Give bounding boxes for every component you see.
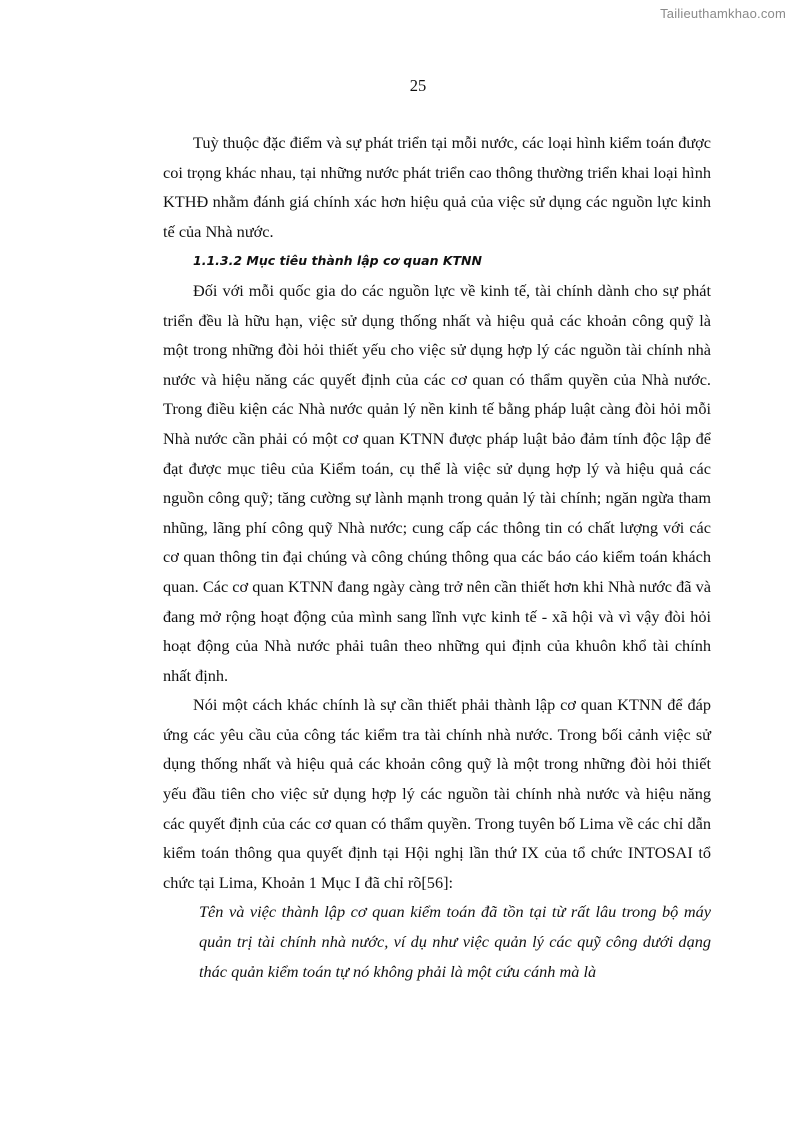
quote-lima-declaration: Tên và việc thành lập cơ quan kiểm toán đã tồn tại từ rất lâu trong bộ máy quản trị tài chính nhà nước, ví dụ như việc quản lý các quỹ công dưới dạng thác quản kiểm toán tự nó không phải là một cứu cánh mà là — [199, 902, 711, 981]
paragraph-can-thiet: Nói một cách khác chính là sự cần thiết phải thành lập cơ quan KTNN để đáp ứng các yêu cầu của công tác kiểm tra tài chính nhà nước. Trong bối cảnh việc sử dụng thống nhất và hiệu quả các khoản công quỹ là một trong những đòi hỏi thiết yếu đầu tiên cho việc sử dụng hợp lý các nguồn tài chính nhà nước và hiệu năng các quyết định của các cơ quan có thẩm quyền. Trong tuyên bố Lima về các chỉ dẫn kiểm toán thông qua quyết định tại Hội nghị lần thứ IX của tổ chức INTOSAI tổ chức tại Lima, Khoản 1 Mục I đã chỉ rõ[56]: — [163, 695, 711, 892]
section-heading: 1.1.3.2 Mục tiêu thành lập cơ quan KTNN — [193, 253, 482, 269]
page-number: 25 — [409, 76, 427, 95]
paragraph-loai-hinh-kiem-toan: Tuỳ thuộc đặc điểm và sự phát triển tại mỗi nước, các loại hình kiểm toán được coi trọng khác nhau, tại những nước phát triển cao thông thường triển khai loại hình KTHĐ nhằm đánh giá chính xác hơn hiệu quả của việc sử dụng các nguồn lực kinh tế của Nhà nước. — [163, 133, 711, 241]
paragraph-muc-tieu: Đối với mỗi quốc gia do các nguồn lực về kinh tế, tài chính dành cho sự phát triển đều là hữu hạn, việc sử dụng thống nhất và hiệu quả các khoản công quỹ là một trong những đòi hỏi thiết yếu cho việc sử dụng hợp lý các nguồn tài chính nhà nước và hiệu năng các quyết định của các cơ quan có thẩm quyền của Nhà nước. Trong điều kiện các Nhà nước quản lý nền kinh tế bằng pháp luật càng đòi hỏi mỗi Nhà nước cần phải có một cơ quan KTNN được pháp luật bảo đảm tính độc lập để đạt được mục tiêu của Kiểm toán, cụ thể là việc sử dụng hợp lý và hiệu quả các nguồn công quỹ; tăng cường sự lành mạnh trong quản lý tài chính; ngăn ngừa tham nhũng, lãng phí công quỹ Nhà nước; cung cấp các thông tin có chất lượng với các cơ quan thông tin đại chúng và công chúng thông qua các báo cáo kiểm toán khách quan. Các cơ quan KTNN đang ngày càng trở nên cần thiết hơn khi Nhà nước đã và đang mở rộng hoạt động của mình sang lĩnh vực kinh tế - xã hội và vì vậy đòi hỏi hoạt động của Nhà nước phải tuân theo những qui định của khuôn khổ tài chính nhất định. — [163, 280, 711, 685]
watermark-text: Tailieuthamkhao.com — [660, 6, 786, 21]
document-body — [163, 128, 711, 986]
